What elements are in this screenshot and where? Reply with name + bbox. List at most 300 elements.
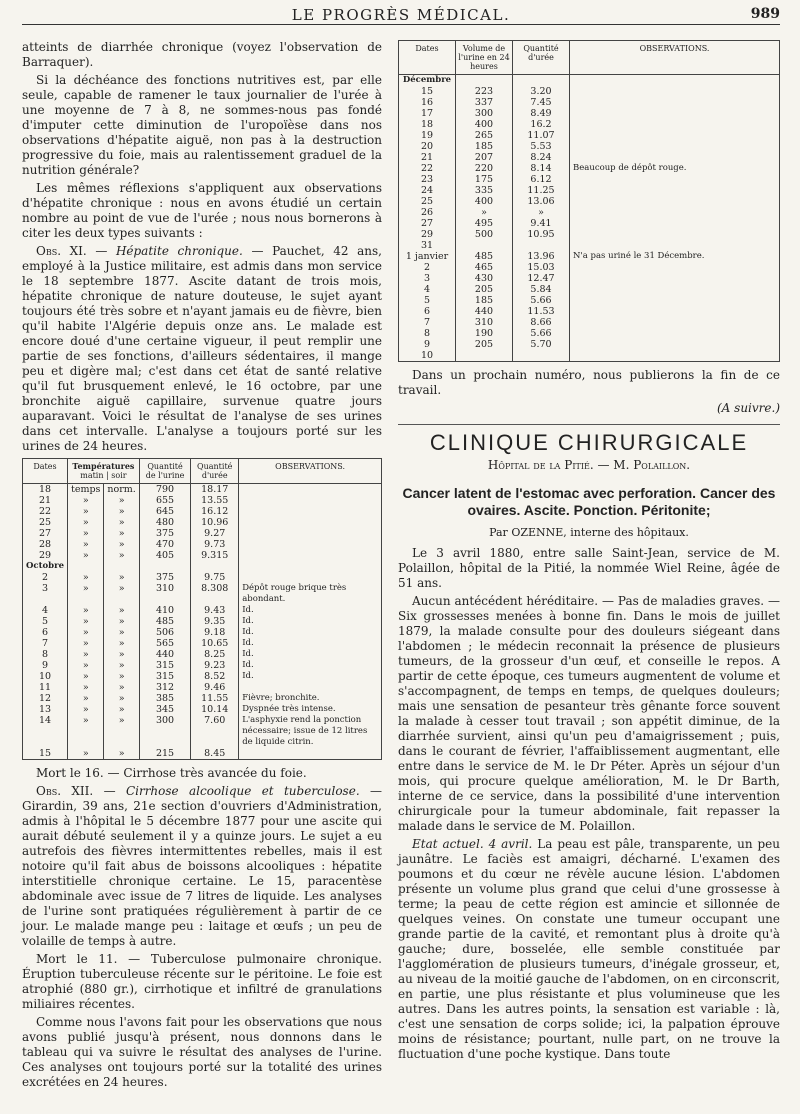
table-cell: 25 (420, 196, 434, 207)
table-row (399, 339, 780, 350)
table-cell: » (104, 627, 139, 638)
table-cell: » (68, 704, 104, 715)
table-cell: 7 (423, 317, 431, 328)
table-cell: 465 (456, 262, 513, 273)
table-cell: 2 (41, 572, 49, 583)
table-cell: 220 (456, 163, 513, 174)
table-cell: Id. (239, 627, 382, 638)
table-cell (570, 284, 780, 295)
table-cell: N'a pas uriné le 31 Décembre. (570, 251, 780, 262)
table-cell: 790 (139, 484, 190, 496)
table-cell: 11.53 (513, 306, 570, 317)
table-cell (513, 240, 570, 251)
table-cell: » (104, 605, 139, 616)
table-cell: 13.96 (513, 251, 570, 262)
table-cell: 223 (456, 86, 513, 97)
table-cell: 18 (420, 119, 434, 130)
obs-text: Girardin, 39 ans, 21e section d'ouvriers d'Administration, admis à l'hôpital le 5 décembre 1877 pour une ascite qui aurait débuté seulement il y a quinze jours. Le sujet a eu autrefois des fièvres intermittentes rebelles, mais il est notoire qu'il fait abus de boissons alcooliques : hépatite interstitielle chronique certaine. Le 15, paracentèse abdominale avec issue de 7 litres de liquide. Les analyses de l'urine sont pratiquées régulièrement à partir de ce jour. Le malade mange peu : laitage et œufs ; un peu de volaille de temps à autre. (22, 799, 382, 948)
table-cell (239, 506, 382, 517)
table-cell (570, 240, 780, 251)
table-cell: Dyspnée très intense. (239, 704, 382, 715)
table-row (23, 550, 382, 561)
table-cell: 205 (456, 284, 513, 295)
table-cell (570, 273, 780, 284)
table-cell: Beaucoup de dépôt rouge. (570, 163, 780, 174)
table-cell: 440 (139, 649, 190, 660)
table-cell: Décembre (402, 75, 452, 85)
table-cell: 21 (38, 495, 52, 506)
table-row (23, 605, 382, 616)
table-row (23, 715, 382, 748)
table-cell (570, 152, 780, 163)
table-cell: Id. (239, 649, 382, 660)
table-cell (239, 484, 382, 496)
table-cell: 7 (41, 638, 49, 649)
table-cell: 337 (456, 97, 513, 108)
table-cell: 9.27 (191, 528, 239, 539)
table-row (23, 693, 382, 704)
table-cell: » (68, 572, 104, 583)
table-cell: 31 (420, 240, 434, 251)
table-cell (104, 561, 139, 572)
table-cell: » (104, 671, 139, 682)
table-cell: » (68, 517, 104, 528)
table-cell: Octobre (26, 561, 65, 571)
table-cell: 8 (423, 328, 431, 339)
table-cell: 12.47 (513, 273, 570, 284)
col-header: OBSERVATIONS. (570, 41, 780, 75)
table-cell: » (456, 207, 513, 218)
col-header: Quantité d'urée (191, 459, 239, 484)
table-cell: 9.18 (191, 627, 239, 638)
table-row (399, 196, 780, 207)
table-row (399, 207, 780, 218)
table-cell: » (104, 748, 139, 760)
paragraph (398, 837, 780, 1062)
table-row (23, 506, 382, 517)
table-row (23, 748, 382, 760)
paragraph: Le 3 avril 1880, entre salle Saint-Jean, service de M. Polaillon, hôpital de la Pitié, la nommée Wiel Reine, âgée de 51 ans. (398, 546, 780, 590)
col-header: Températures matin | soir (68, 459, 140, 484)
table-cell: » (68, 528, 104, 539)
table-cell: 12 (38, 693, 52, 704)
table-cell: » (104, 682, 139, 693)
table-cell (239, 572, 382, 583)
table-cell: 6.12 (513, 174, 570, 185)
table-cell: 265 (456, 130, 513, 141)
table-cell: 10 (420, 350, 434, 361)
table-cell: » (68, 616, 104, 627)
table-cell: Id. (239, 605, 382, 616)
table-row (399, 295, 780, 306)
col-header: Dates (23, 459, 68, 484)
table-cell (570, 229, 780, 240)
table-row (23, 704, 382, 715)
table-cell: 400 (456, 119, 513, 130)
table-cell: » (104, 495, 139, 506)
table-cell: 310 (456, 317, 513, 328)
table-row (399, 130, 780, 141)
table-cell (570, 130, 780, 141)
table-cell (513, 75, 570, 87)
table-cell: 485 (456, 251, 513, 262)
table-row (399, 306, 780, 317)
table-cell: 185 (456, 295, 513, 306)
table-cell: 3 (423, 273, 431, 284)
table-cell (570, 108, 780, 119)
table-cell (570, 174, 780, 185)
table-row (399, 229, 780, 240)
table-cell: 8.14 (513, 163, 570, 174)
table-cell: » (68, 748, 104, 760)
table-cell: 10.14 (191, 704, 239, 715)
table-row (23, 528, 382, 539)
table-cell: 15.03 (513, 262, 570, 273)
table-cell: 28 (38, 539, 52, 550)
table-cell: » (104, 693, 139, 704)
table-cell: 190 (456, 328, 513, 339)
table-cell (570, 86, 780, 97)
table-cell: 16.2 (513, 119, 570, 130)
urea-table-obs12 (398, 40, 780, 362)
table-cell: » (104, 616, 139, 627)
table-cell: 10.96 (191, 517, 239, 528)
table-cell: 8.52 (191, 671, 239, 682)
observation-12: Obs. XII. — Cirrhose alcoolique et tuberculose. — Girardin, 39 ans, 21e section d'ouvriers d'Administration, admis à l'hôpital le 5 décembre 1877 pour une ascite qui aurait débuté seulement il y a quinze jours. Le sujet a eu autrefois des fièvres intermittentes rebelles, mais il est notoire qu'il fait abus de boissons alcooliques : hépatite interstitielle chronique certaine. Le 15, paracentèse abdominale avec issue de 7 litres de liquide. Les analyses de l'urine sont pratiquées régulièrement à partir de ce jour. Le malade mange peu : laitage et œufs ; un peu de volaille de temps à autre. (22, 784, 382, 948)
table-cell (239, 748, 382, 760)
table-cell (239, 495, 382, 506)
table-cell: 29 (38, 550, 52, 561)
table-cell: 400 (456, 196, 513, 207)
table-cell (570, 141, 780, 152)
table-cell: 375 (139, 572, 190, 583)
table-cell: » (68, 605, 104, 616)
table-cell: 300 (456, 108, 513, 119)
paragraph: Comme nous l'avons fait pour les observations que nous avons publié jusqu'à présent, nous donnons dans le tableau qui va suivre le résultat des analyses de l'urine. Ces analyses ont toujours porté sur la totalité des urines excrétées en 24 heures. (22, 1015, 382, 1089)
table-cell: 11.25 (513, 185, 570, 196)
table-cell: 27 (38, 528, 52, 539)
table-cell: » (68, 715, 104, 748)
table-cell: 4 (41, 605, 49, 616)
table-row (399, 251, 780, 262)
table-cell: 9.315 (191, 550, 239, 561)
table-cell (570, 339, 780, 350)
table-cell: 10.65 (191, 638, 239, 649)
table-cell: 410 (139, 605, 190, 616)
table-cell: » (104, 528, 139, 539)
table-row (23, 627, 382, 638)
table-cell: 13 (38, 704, 52, 715)
table-cell: 215 (139, 748, 190, 760)
table-cell: 13.06 (513, 196, 570, 207)
table-cell: 5.70 (513, 339, 570, 350)
table-cell: » (104, 704, 139, 715)
table-cell: 11.55 (191, 693, 239, 704)
paragraph: Si la déchéance des fonctions nutritives est, par elle seule, capable de ramener le taux journalier de l'urée à une moyenne de 7 à 8, ne sommes-nous pas fondé d'imputer cette diminution de l'uropoïèse dans nos observations d'hépatite aiguë, non pas à la destruction progressive du foie, mais au ralentissement graduel de la nutrition générale? (22, 73, 382, 177)
table-cell: » (104, 715, 139, 748)
table-cell: 315 (139, 671, 190, 682)
obs-title: Cirrhose alcoolique et tuberculose. (125, 784, 360, 798)
col-header: Quantité de l'urine (139, 459, 190, 484)
table-row (399, 108, 780, 119)
table-cell: Id. (239, 638, 382, 649)
table-cell: 22 (420, 163, 434, 174)
table-cell: 9 (41, 660, 49, 671)
table-row (23, 572, 382, 583)
table-cell (570, 119, 780, 130)
table-cell: 312 (139, 682, 190, 693)
table-cell (239, 539, 382, 550)
table-cell: 9.46 (191, 682, 239, 693)
table-cell (570, 262, 780, 273)
table-cell (570, 75, 780, 87)
table-cell: 14 (38, 715, 52, 726)
table-cell: » (68, 583, 104, 605)
table-cell: 20 (420, 141, 434, 152)
article-title: Cancer latent de l'estomac avec perforation. Cancer des ovaires. Ascite. Ponction. Péritonite; (402, 485, 776, 518)
table-row (23, 539, 382, 550)
table-cell: 10 (38, 671, 52, 682)
obs-label: Obs. XI. (36, 244, 87, 258)
to-be-continued: (A suivre.) (717, 401, 780, 415)
table-cell: 335 (456, 185, 513, 196)
table-row (399, 86, 780, 97)
table-row (399, 328, 780, 339)
table-cell (513, 350, 570, 362)
table-cell: 500 (456, 229, 513, 240)
table-cell: » (104, 583, 139, 605)
left-column (22, 40, 382, 1093)
table-cell (456, 75, 513, 87)
table-cell: norm. (104, 484, 139, 496)
table-cell: 22 (38, 506, 52, 517)
table-cell: 11.07 (513, 130, 570, 141)
table-row (399, 240, 780, 251)
table-row (399, 75, 780, 87)
table-row (23, 638, 382, 649)
paragraph: Mort le 16. — Cirrhose très avancée du foie. (36, 766, 307, 780)
table-cell (239, 517, 382, 528)
table-cell (456, 350, 513, 362)
table-cell: 5.84 (513, 284, 570, 295)
table-cell: 8.308 (191, 583, 239, 605)
table-cell: 17 (420, 108, 434, 119)
table-cell: 8.49 (513, 108, 570, 119)
table-cell: 6 (41, 627, 49, 638)
table-cell: 7.60 (191, 715, 239, 748)
table-row (23, 649, 382, 660)
table-cell (570, 317, 780, 328)
table-cell: 24 (420, 185, 434, 196)
table-cell: 27 (420, 218, 434, 229)
paragraph: Les mêmes réflexions s'appliquent aux observations d'hépatite chronique : nous en avons étudié un certain nombre au point de vue de l'urée ; nous nous bornerons à citer les deux types suivants : (22, 181, 382, 240)
table-cell: Id. (239, 660, 382, 671)
table-cell: 5.53 (513, 141, 570, 152)
paragraph: Dans un prochain numéro, nous publierons la fin de ce travail. (398, 368, 780, 397)
obs-label: Obs. XII. (36, 784, 94, 798)
table-cell: » (68, 550, 104, 561)
urea-table-obs11 (22, 458, 382, 760)
table-row (23, 660, 382, 671)
table-cell (239, 682, 382, 693)
table-cell: 16.12 (191, 506, 239, 517)
table-cell: 7.45 (513, 97, 570, 108)
table-cell: » (104, 572, 139, 583)
table-row (23, 495, 382, 506)
table-cell: 5.66 (513, 328, 570, 339)
table-cell: » (104, 660, 139, 671)
table-row (399, 97, 780, 108)
table-cell (570, 196, 780, 207)
table-cell: 185 (456, 141, 513, 152)
table-cell: Fièvre; bronchite. (239, 693, 382, 704)
table-cell: Id. (239, 671, 382, 682)
table-cell: » (104, 517, 139, 528)
table-cell (191, 561, 239, 572)
table-cell: 29 (420, 229, 434, 240)
table-row (23, 616, 382, 627)
table-cell (570, 97, 780, 108)
table-cell: 16 (420, 97, 434, 108)
table-cell: 19 (420, 130, 434, 141)
table-cell (570, 185, 780, 196)
col-header: Quantité d'urée (513, 41, 570, 75)
table-cell: 345 (139, 704, 190, 715)
table-cell: » (104, 638, 139, 649)
table-row (399, 273, 780, 284)
page-number: 989 (750, 6, 780, 22)
table-cell: 23 (420, 174, 434, 185)
table-cell: 645 (139, 506, 190, 517)
table-cell: 9.23 (191, 660, 239, 671)
table-cell: » (104, 506, 139, 517)
table-row (399, 119, 780, 130)
table-cell: 18.17 (191, 484, 239, 496)
obs-text: Pauchet, 42 ans, employé à la Justice militaire, est admis dans mon service le 18 septembre 1877. Ascite datant de trois mois, hépatite chronique de nature douteuse, le sujet ayant toujours été très sobre et n'ayant jamais eu de fièvre, bien qu'il habite l'Algérie depuis onze ans. Le malade est encore doué d'une certaine vigueur, il peut remplir une partie de ses fonctions, d'ailleurs sédentaires, il mange peu et digère mal; c'est dans cet état de santé relative qu'il fut brusquement enlevé, le 16 octobre, par une bronchite aiguë capillaire, survenue quatre jours auparavant. Voici le résultat de l'analyse de ses urines dans cet intervalle. L'analyse a toujours porté sur les urines de 24 heures. (22, 244, 382, 453)
table-row (23, 484, 382, 496)
table-row (399, 218, 780, 229)
table-cell: » (68, 671, 104, 682)
table-cell: » (68, 649, 104, 660)
table-cell: 485 (139, 616, 190, 627)
obs-title: Hépatite chronique. (115, 244, 243, 258)
table-cell (570, 328, 780, 339)
table-cell (570, 207, 780, 218)
table-cell: 8.66 (513, 317, 570, 328)
table-cell: 8.45 (191, 748, 239, 760)
table-cell (570, 350, 780, 362)
table-row (23, 561, 382, 572)
table-row (23, 583, 382, 605)
table-cell: 430 (456, 273, 513, 284)
right-column (398, 40, 780, 1065)
table-cell: 25 (38, 517, 52, 528)
table-row (399, 141, 780, 152)
table-cell: 9.73 (191, 539, 239, 550)
observation-11: Obs. XI. — Hépatite chronique. — Pauchet, 42 ans, employé à la Justice militaire, est admis dans mon service le 18 septembre 1877. Ascite datant de trois mois, hépatite chronique de nature douteuse, le sujet ayant toujours été très sobre et n'ayant jamais eu de fièvre, bien qu'il habite l'Algérie depuis onze ans. Le malade est encore doué d'une certaine vigueur, il peut remplir une partie de ses fonctions, d'ailleurs sédentaires, il mange peu et digère mal; c'est dans cet état de santé relative qu'il fut brusquement enlevé, le 16 octobre, par une bronchite aiguë capillaire, survenue quatre jours auparavant. Voici le résultat de l'analyse de ses urines dans cet intervalle. L'analyse a toujours porté sur les urines de 24 heures. (22, 244, 382, 453)
table-cell: » (68, 638, 104, 649)
table-row (399, 163, 780, 174)
table-cell: 18 (38, 484, 52, 495)
table-row (399, 284, 780, 295)
table-cell: L'asphyxie rend la ponction nécessaire; issue de 12 litres de liquide citrin. (239, 715, 382, 748)
table-cell (139, 561, 190, 572)
paragraph: atteints de diarrhée chronique (voyez l'observation de Barraquer). (22, 40, 382, 69)
table-cell (239, 528, 382, 539)
table-cell: 5 (423, 295, 431, 306)
col-header: Volume de l'urine en 24 heures (456, 41, 513, 75)
table-cell: » (68, 627, 104, 638)
running-title: LE PROGRÈS MÉDICAL. (291, 6, 511, 24)
page-header (22, 4, 780, 25)
table-cell: temps (68, 484, 104, 496)
paragraph-text: La peau est pâle, transparente, un peu jaunâtre. Le faciès est amaigri, décharné. L'examen des poumons et du cœur ne révèle aucune lésion. L'abdomen présente un volume plus grand que celui d'une grossesse à terme; la peau de cette région est amincie et sillonnée de quelques veines. On constate une tumeur occupant une grande partie de la cavité, et remontant plus à droite qu'à gauche; dure, bosselée, elle semble constituée par l'agglomération de plusieurs tumeurs, d'inégale grosseur, et, au niveau de la moitié gauche de l'abdomen, on en circonscrit, en partie, une plus résistante et plus volumineuse que les autres. Dans les autres points, la sensation est variable : là, c'est une sensation de corps solide; ici, la palpation éprouve moins de résistance; pourtant, nulle part, on ne trouve la fluctuation d'une poche kystique. Dans toute (398, 837, 780, 1061)
table-cell: 8.25 (191, 649, 239, 660)
table-cell: 8 (41, 649, 49, 660)
table-cell: » (104, 649, 139, 660)
table-cell: 5.66 (513, 295, 570, 306)
paragraph-lead: Etat actuel. 4 avril. (412, 837, 533, 851)
table-cell (68, 561, 104, 572)
table-cell: » (68, 693, 104, 704)
table-cell: 3.20 (513, 86, 570, 97)
table-cell: 8.24 (513, 152, 570, 163)
table-cell (570, 306, 780, 317)
table-cell: 9.41 (513, 218, 570, 229)
table-cell: 3 (41, 583, 49, 594)
table-cell: 15 (38, 748, 52, 759)
table-cell: 2 (423, 262, 431, 273)
table-row (399, 317, 780, 328)
table-cell: » (104, 550, 139, 561)
byline: Par OZENNE, interne des hôpitaux. (489, 526, 689, 539)
table-cell: 11 (38, 682, 52, 693)
table-cell: Id. (239, 616, 382, 627)
table-cell: 655 (139, 495, 190, 506)
table-cell: 315 (139, 660, 190, 671)
table-cell: 10.95 (513, 229, 570, 240)
table-cell: 175 (456, 174, 513, 185)
table-cell: 6 (423, 306, 431, 317)
table-cell: 440 (456, 306, 513, 317)
table-cell (239, 561, 382, 572)
table-row (399, 152, 780, 163)
table-cell: » (68, 682, 104, 693)
table-cell: 375 (139, 528, 190, 539)
table-cell: 300 (139, 715, 190, 748)
table-row (23, 671, 382, 682)
table-cell: 26 (420, 207, 434, 218)
table-cell: 13.55 (191, 495, 239, 506)
table-cell (456, 240, 513, 251)
paragraph: Aucun antécédent héréditaire. — Pas de maladies graves. — Six grossesses menées à bonne fin. Dans le mois de juillet 1879, la malade consulte pour des douleurs siégeant dans l'abdomen ; le médecin reconnait la présence de plusieurs tumeurs, de la grosseur d'un œuf, et conseille le repos. A partir de cette époque, ces tumeurs augmentent de volume et s'accompagnent, de temps en temps, de quelques douleurs; mais une sensation de pesanteur très gênante force souvent la malade à cesser tout travail ; son appétit diminue, de la diarrhée survient, ainsi qu'un peu d'amaigrissement ; puis, dans le courant de février, l'affaiblissement augmentant, elle entre dans le service de M. le Dr Péter. Après un séjour d'un mois, qui procure quelque amélioration, M. le Dr Barth, interne de ce service, dans la possibilité d'une intervention chirurgicale pour la tumeur abdominale, fait repasser la malade dans le service de M. Polaillon. (398, 594, 780, 833)
table-cell: 405 (139, 550, 190, 561)
table-row (23, 517, 382, 528)
table-row (399, 174, 780, 185)
table-cell: » (513, 207, 570, 218)
table-cell: 385 (139, 693, 190, 704)
hospital-line: Hôpital de la Pitié. — M. Polaillon. (487, 458, 691, 472)
table-cell: » (68, 506, 104, 517)
table-row (23, 682, 382, 693)
table-cell: » (68, 539, 104, 550)
table-cell: » (104, 539, 139, 550)
section-title: CLINIQUE CHIRURGICALE (429, 430, 749, 455)
table-cell: 480 (139, 517, 190, 528)
table-cell: 9.75 (191, 572, 239, 583)
divider (398, 424, 780, 425)
table-cell (239, 550, 382, 561)
